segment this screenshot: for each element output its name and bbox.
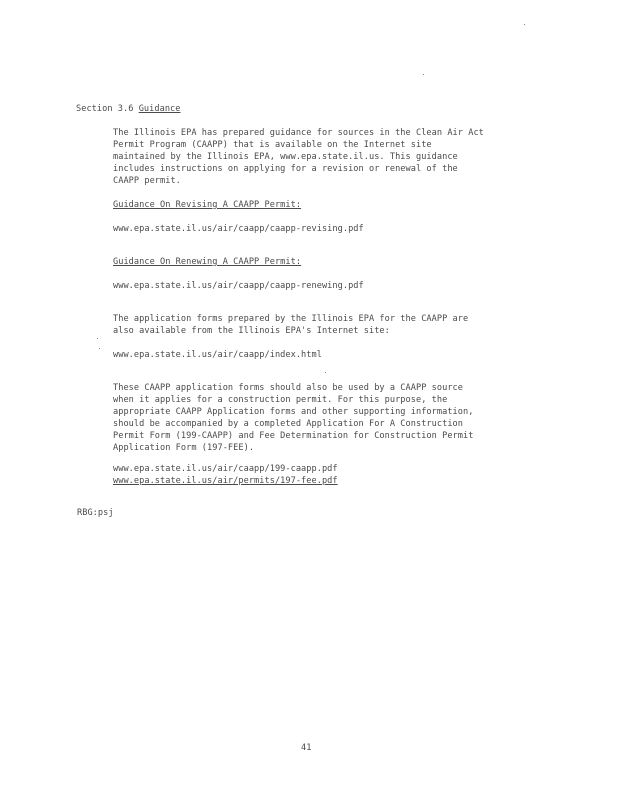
section-heading <box>76 104 181 115</box>
scan-speck <box>97 338 98 339</box>
construction-line: Permit Form (199-CAAPP) and Fee Determination for Construction Permit <box>113 431 474 441</box>
page-number: 41 <box>301 743 312 753</box>
forms-line: The application forms prepared by the Illinois EPA for the CAAPP are <box>113 314 469 324</box>
revising-guidance-url[interactable]: www.epa.state.il.us/air/caapp/caapp-revising.pdf <box>113 224 364 234</box>
section-number: Section 3.6 <box>76 104 134 114</box>
scan-speck <box>325 372 326 373</box>
intro-line: The Illinois EPA has prepared guidance for sources in the Clean Air Act <box>113 128 484 138</box>
intro-line: includes instructions on applying for a revision or renewal of the <box>113 164 458 174</box>
construction-line: appropriate CAAPP Application forms and other supporting information, <box>113 407 474 417</box>
construction-form-url[interactable]: www.epa.state.il.us/air/caapp/199-caapp.pdf <box>113 464 338 474</box>
revising-guidance-title: Guidance On Revising A CAAPP Permit: <box>113 200 302 210</box>
scan-speck <box>99 348 100 349</box>
renewing-guidance-title: Guidance On Renewing A CAAPP Permit: <box>113 257 302 267</box>
author-initials: RBG:psj <box>77 508 114 518</box>
construction-line: should be accompanied by a completed Application For A Construction <box>113 419 463 429</box>
intro-line: maintained by the Illinois EPA, www.epa.state.il.us. This guidance <box>113 152 458 162</box>
construction-line: These CAAPP application forms should also be used by a CAAPP source <box>113 383 463 393</box>
fee-form-url[interactable]: www.epa.state.il.us/air/permits/197-fee.pdf <box>113 476 338 486</box>
scan-speck <box>423 74 424 75</box>
intro-line: CAAPP permit. <box>113 176 181 186</box>
renewing-guidance-url[interactable]: www.epa.state.il.us/air/caapp/caapp-renewing.pdf <box>113 281 364 291</box>
forms-line: also available from the Illinois EPA's Internet site: <box>113 326 390 336</box>
construction-line: Application Form (197-FEE). <box>113 443 255 453</box>
construction-line: when it applies for a construction permit. For this purpose, the <box>113 395 448 405</box>
scan-speck <box>524 24 525 25</box>
section-title: Guidance <box>138 104 181 114</box>
intro-line: Permit Program (CAAPP) that is available on the Internet site <box>113 140 432 150</box>
forms-url[interactable]: www.epa.state.il.us/air/caapp/index.html <box>113 350 322 360</box>
